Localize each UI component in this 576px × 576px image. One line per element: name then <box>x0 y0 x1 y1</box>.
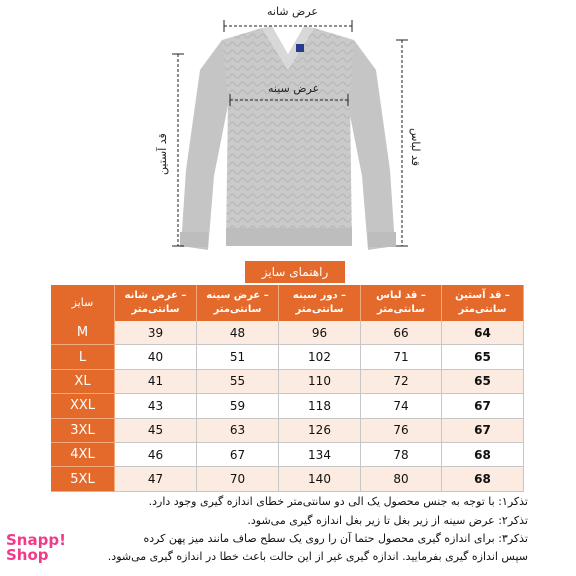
table-cell: 41 <box>115 370 197 394</box>
size-guide-title: راهنمای سایز <box>245 261 345 283</box>
note-3: تذکر۳: برای اندازه گیری محصول حتما آن را روی یک سطح صاف مانند میز پهن کرده <box>143 532 528 545</box>
table-cell: 46 <box>115 443 197 467</box>
header-shoulder: عرض شانه – سانتی‌متر <box>115 285 197 321</box>
table-cell: 66 <box>361 321 442 345</box>
table-cell: 51 <box>197 345 279 369</box>
size-cell: 3XL <box>51 419 115 443</box>
chest-width-label: عرض سینه <box>268 82 320 95</box>
table-row <box>51 443 524 467</box>
table-cell: 72 <box>361 370 442 394</box>
snappshop-logo: Snapp! Shop <box>6 531 66 564</box>
sweater-illustration <box>0 0 576 260</box>
size-cell: XL <box>51 370 115 394</box>
table-cell: 48 <box>197 321 279 345</box>
table-cell: 64 <box>442 321 524 345</box>
table-cell: 55 <box>197 370 279 394</box>
table-cell: 96 <box>279 321 361 345</box>
table-cell: 76 <box>361 419 442 443</box>
sleeve-length-label: قد آستین <box>156 133 169 175</box>
table-cell: 70 <box>197 467 279 491</box>
table-cell: 47 <box>115 467 197 491</box>
table-row <box>51 419 524 443</box>
hem-ribbing <box>226 228 352 246</box>
table-cell: 126 <box>279 419 361 443</box>
table-cell: 40 <box>115 345 197 369</box>
table-cell: 67 <box>197 443 279 467</box>
table-cell: 78 <box>361 443 442 467</box>
table-cell: 71 <box>361 345 442 369</box>
table-cell: 65 <box>442 370 524 394</box>
table-cell: 67 <box>442 419 524 443</box>
header-sleeve: قد آستین – سانتی‌متر <box>442 285 524 321</box>
table-cell: 118 <box>279 394 361 418</box>
note-1: تذکر۱: با توجه به جنس محصول یک الی دو سانتی‌متر خطای اندازه گیری وجود دارد. <box>148 495 528 508</box>
table-cell: 68 <box>442 467 524 491</box>
table-cell: 67 <box>442 394 524 418</box>
table-cell: 80 <box>361 467 442 491</box>
table-cell: 59 <box>197 394 279 418</box>
size-cell: L <box>51 345 115 369</box>
chest-logo-patch <box>296 44 304 52</box>
note-4: سپس اندازه گیری بفرمایید. اندازه گیری غیر از این حالت باعث خطا در اندازه گیری می‌شود. <box>107 550 528 563</box>
table-header-row <box>51 285 524 321</box>
table-row <box>51 321 524 345</box>
table-cell: 39 <box>115 321 197 345</box>
size-cell: 5XL <box>51 467 115 491</box>
left-sleeve <box>181 40 230 250</box>
table-cell: 63 <box>197 419 279 443</box>
note-2: تذکر۲: عرض سینه از زیر بغل تا زیر بغل اندازه گیری می‌شود. <box>247 514 528 527</box>
garment-length-label: قد لباس <box>409 128 422 166</box>
size-cell: XXL <box>51 394 115 418</box>
header-size: سایز <box>51 285 115 321</box>
table-row <box>51 467 524 491</box>
size-cell: M <box>51 321 115 345</box>
table-row <box>51 394 524 418</box>
shoulder-width-label: عرض شانه <box>267 5 318 18</box>
header-chest-circumference: دور سینه – سانتی‌متر <box>279 285 361 321</box>
header-length: قد لباس – سانتی‌متر <box>361 285 442 321</box>
table-row <box>51 345 524 369</box>
table-cell: 110 <box>279 370 361 394</box>
table-cell: 134 <box>279 443 361 467</box>
table-cell: 65 <box>442 345 524 369</box>
right-sleeve <box>346 40 395 250</box>
table-cell: 140 <box>279 467 361 491</box>
table-cell: 102 <box>279 345 361 369</box>
header-chest-width: عرض سینه – سانتی‌متر <box>197 285 279 321</box>
table-cell: 43 <box>115 394 197 418</box>
table-row <box>51 370 524 394</box>
size-cell: 4XL <box>51 443 115 467</box>
size-table <box>51 285 524 492</box>
table-cell: 74 <box>361 394 442 418</box>
table-cell: 68 <box>442 443 524 467</box>
table-cell: 45 <box>115 419 197 443</box>
